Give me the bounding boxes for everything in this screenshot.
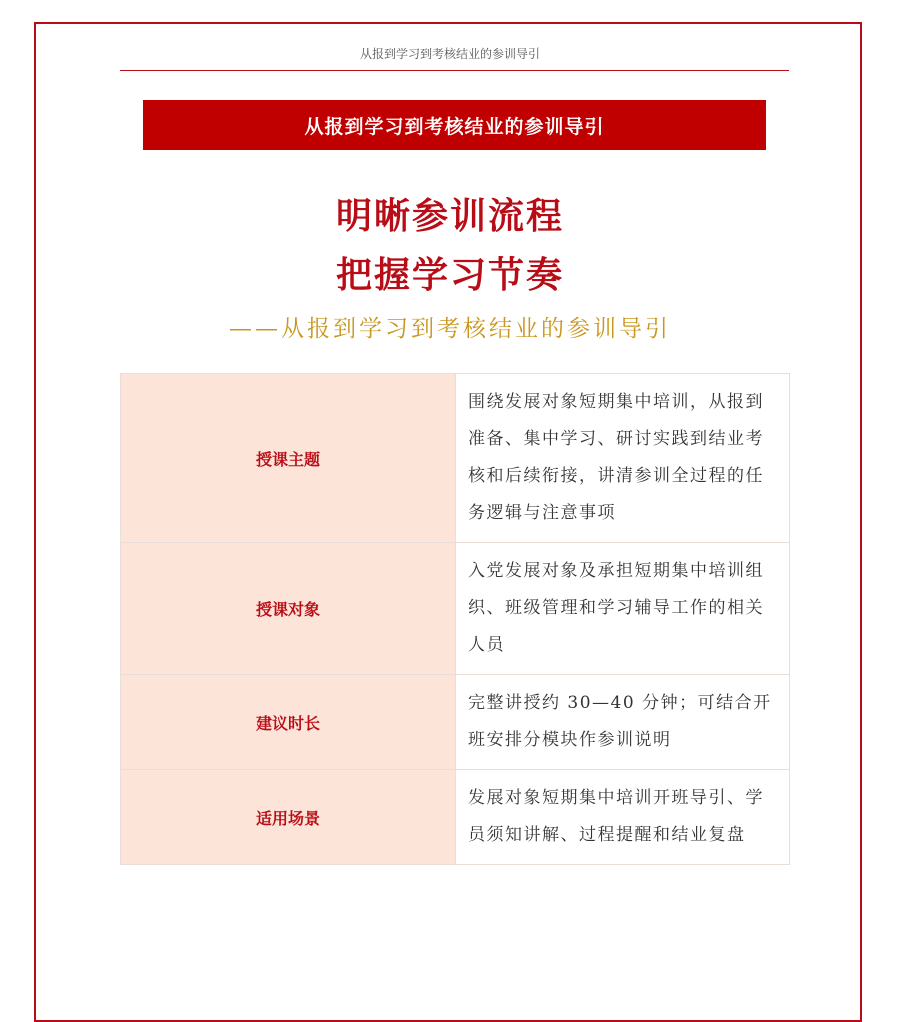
subtitle: ——从报到学习到考核结业的参训导引 <box>229 316 671 342</box>
title-banner: 从报到学习到考核结业的参训导引 <box>143 100 766 150</box>
main-title-line-2: 把握学习节奏 <box>335 255 564 296</box>
row-value-scenario: 发展对象短期集中培训开班导引、学员须知讲解、过程提醒和结业复盘 <box>456 770 790 865</box>
header-divider <box>120 70 789 71</box>
course-info-table <box>120 373 790 865</box>
main-title-line-1: 明晰参训流程 <box>335 196 564 237</box>
table-row <box>121 770 790 865</box>
row-label-duration: 建议时长 <box>121 675 456 770</box>
row-value-duration: 完整讲授约 30—40 分钟；可结合开班安排分模块作参训说明 <box>456 675 790 770</box>
table-row <box>121 543 790 675</box>
row-label-topic: 授课主题 <box>121 374 456 543</box>
row-value-audience: 入党发展对象及承担短期集中培训组织、班级管理和学习辅导工作的相关人员 <box>456 543 790 675</box>
row-value-topic: 围绕发展对象短期集中培训，从报到准备、集中学习、研讨实践到结业考核和后续衔接，讲清参训全过程的任务逻辑与注意事项 <box>456 374 790 543</box>
table-row <box>121 374 790 543</box>
row-label-scenario: 适用场景 <box>121 770 456 865</box>
table-row <box>121 675 790 770</box>
running-header: 从报到学习到考核结业的参训导引 <box>359 47 540 61</box>
row-label-audience: 授课对象 <box>121 543 456 675</box>
